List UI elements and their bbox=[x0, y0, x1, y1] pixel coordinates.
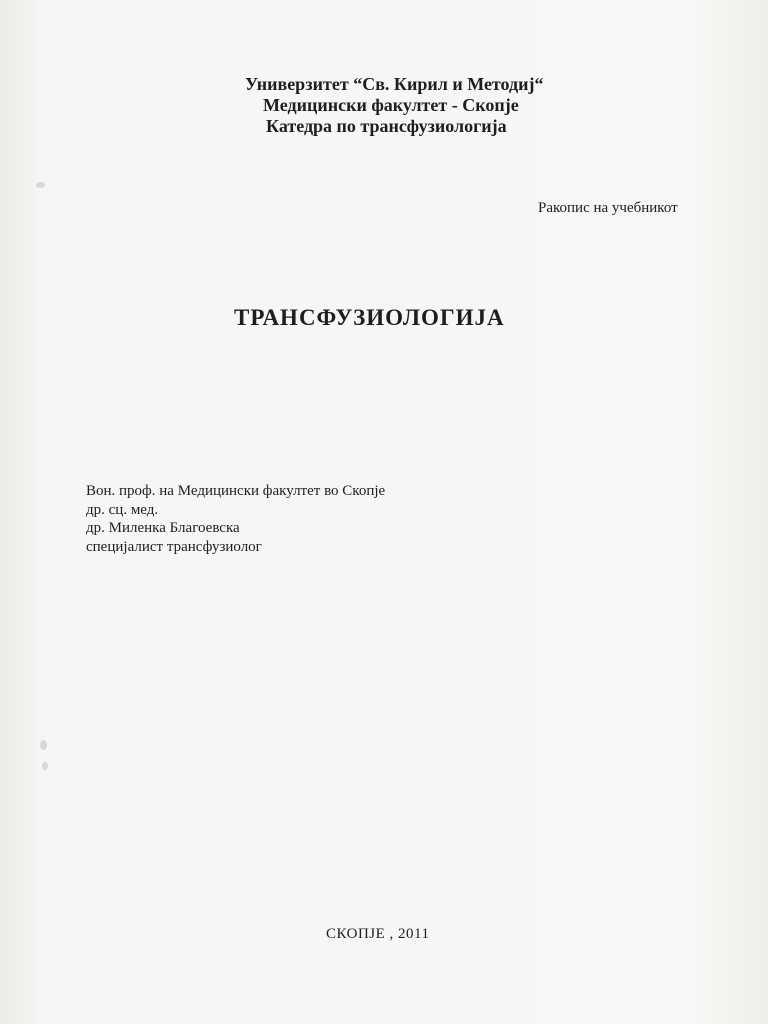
author-degree: др. сц. мед. bbox=[86, 501, 159, 518]
author-specialty: специјалист трансфузиолог bbox=[86, 538, 262, 555]
manuscript-note: Ракопис на учебникот bbox=[538, 200, 678, 216]
author-block bbox=[86, 482, 385, 556]
place-and-year: СКОПЈЕ , 2011 bbox=[326, 926, 430, 942]
faculty-name: Медицински факултет - Скопје bbox=[263, 95, 519, 115]
author-name: др. Миленка Благоевска bbox=[86, 520, 240, 536]
department-name: Катедра по трансфузиологија bbox=[266, 116, 507, 136]
author-position: Вон. проф. на Медицински факултет во Скопје bbox=[86, 483, 386, 499]
scan-smudge bbox=[36, 182, 45, 188]
scan-smudge bbox=[42, 762, 48, 770]
university-name: Универзитет “Св. Кирил и Методиј“ bbox=[245, 74, 544, 94]
institution-header bbox=[230, 74, 570, 137]
book-title: ТРАНСФУЗИОЛОГИЈА bbox=[234, 305, 505, 330]
scan-smudge bbox=[40, 740, 47, 750]
